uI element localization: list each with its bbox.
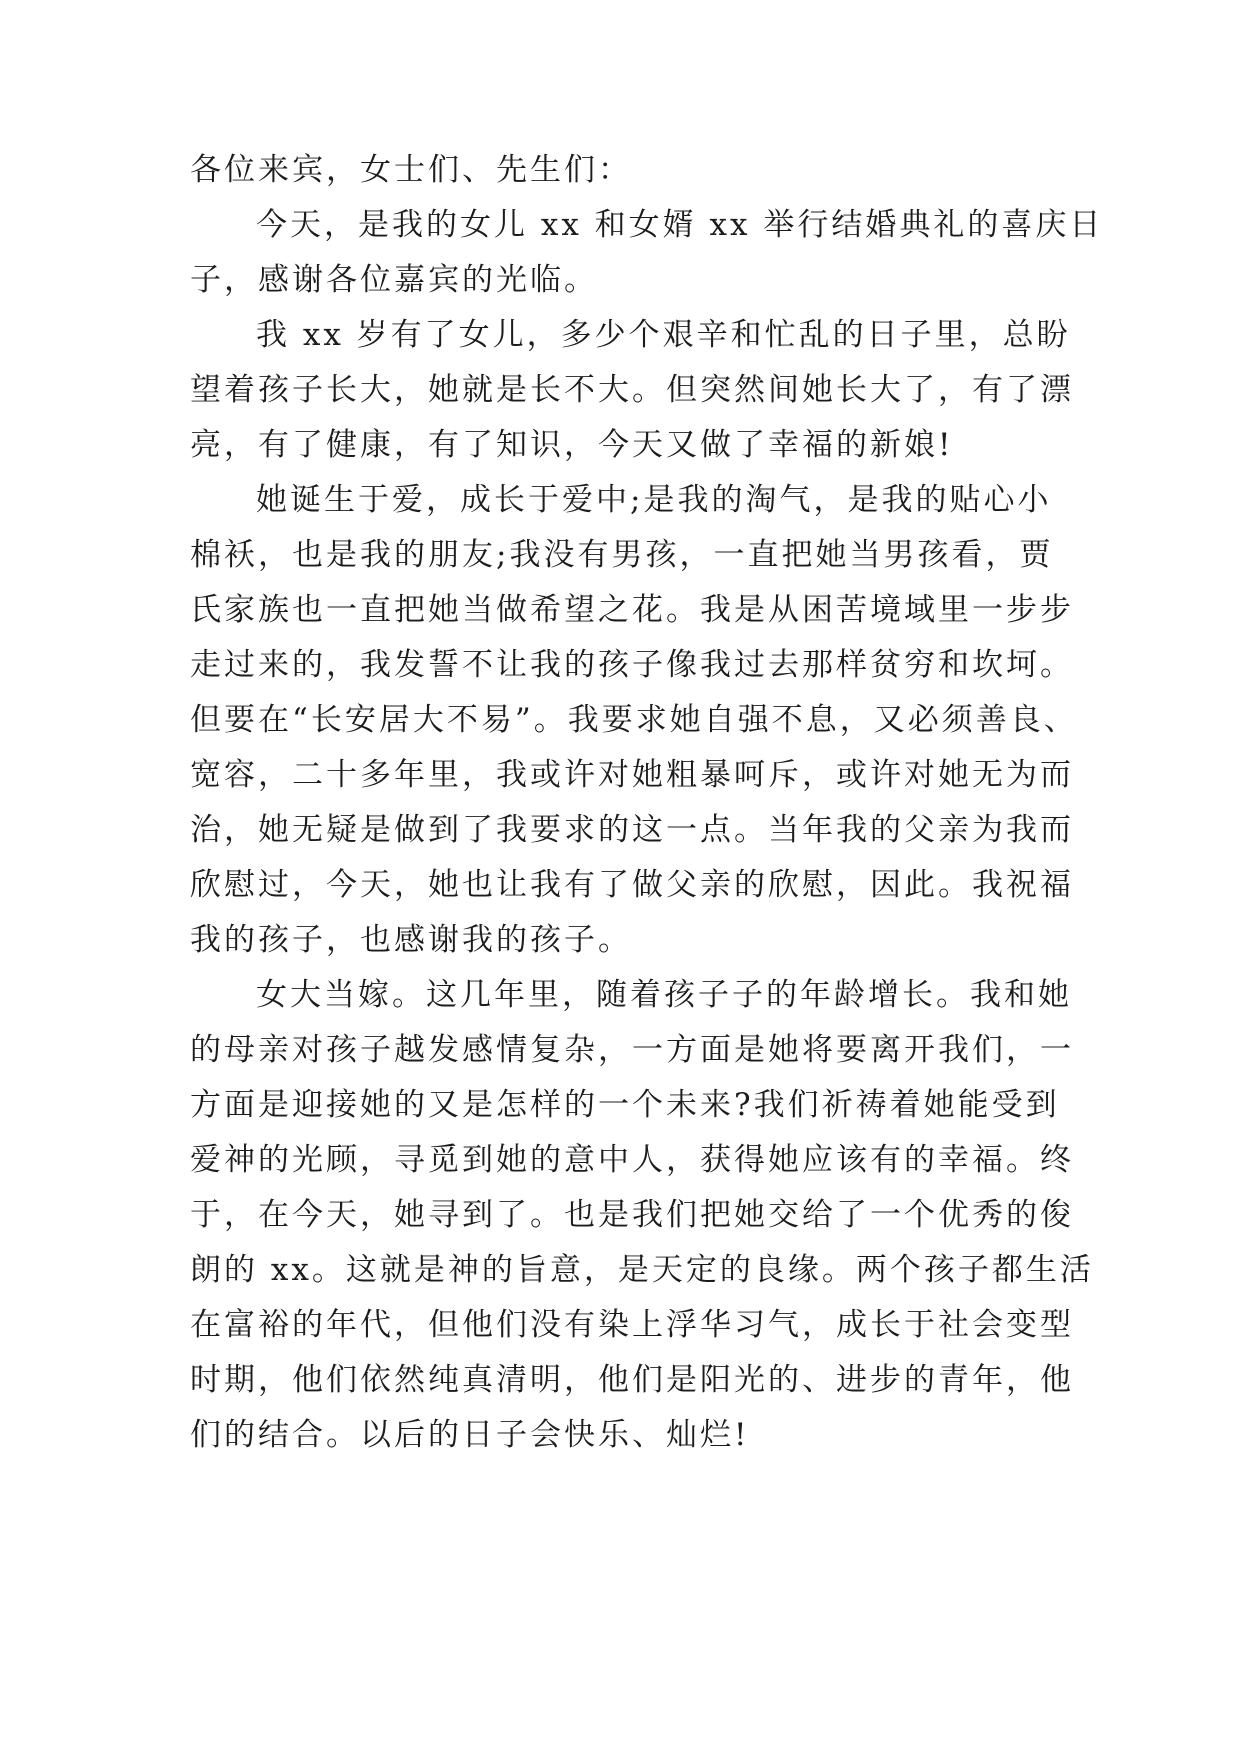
paragraph-3-line-8: 欣慰过，今天，她也让我有了做父亲的欣慰，因此。我祝福 <box>190 867 1074 903</box>
paragraph-2-line-1: 我 xx 岁有了女儿，多少个艰辛和忙乱的日子里，总盼 <box>256 317 1071 353</box>
paragraph-1-line-2: 子，感谢各位嘉宾的光临。 <box>190 262 598 298</box>
paragraph-3-line-3: 氏家族也一直把她当做希望之花。我是从困苦境域里一步步 <box>190 592 1074 628</box>
paragraph-3-line-9: 我的孩子，也感谢我的孩子。 <box>190 922 632 958</box>
paragraph-4-line-6: 朗的 xx。这就是神的旨意，是天定的良缘。两个孩子都生活 <box>190 1252 1094 1288</box>
paragraph-4-line-7: 在富裕的年代，但他们没有染上浮华习气，成长于社会变型 <box>190 1307 1074 1343</box>
paragraph-2-line-2: 望着孩子长大，她就是长不大。但突然间她长大了，有了漂 <box>190 372 1074 408</box>
paragraph-4-line-2: 的母亲对孩子越发感情复杂，一方面是她将要离开我们，一 <box>190 1032 1074 1068</box>
paragraph-3-line-2: 棉袄，也是我的朋友;我没有男孩，一直把她当男孩看，贾 <box>190 537 1054 573</box>
paragraph-3-line-5: 但要在“长安居大不易”。我要求她自强不息，又必须善良、 <box>190 702 1078 738</box>
paragraph-4-line-9: 们的结合。以后的日子会快乐、灿烂! <box>190 1417 750 1453</box>
paragraph-4-line-4: 爱神的光顾，寻觅到她的意中人，获得她应该有的幸福。终 <box>190 1142 1074 1178</box>
salutation-line: 各位来宾，女士们、先生们： <box>190 152 632 188</box>
paragraph-3-line-1: 她诞生于爱，成长于爱中;是我的淘气，是我的贴心小 <box>256 482 1052 518</box>
paragraph-4-line-1: 女大当嫁。这几年里，随着孩子子的年龄增长。我和她 <box>256 977 1072 1013</box>
paragraph-3-line-4: 走过来的，我发誓不让我的孩子像我过去那样贫穷和坎坷。 <box>190 647 1074 683</box>
paragraph-3-line-6: 宽容，二十多年里，我或许对她粗暴呵斥，或许对她无为而 <box>190 757 1074 793</box>
paragraph-3-line-7: 治，她无疑是做到了我要求的这一点。当年我的父亲为我而 <box>190 812 1074 848</box>
paragraph-4-line-8: 时期，他们依然纯真清明，他们是阳光的、进步的青年，他 <box>190 1362 1074 1398</box>
paragraph-1-line-1: 今天，是我的女儿 xx 和女婿 xx 举行结婚典礼的喜庆日 <box>256 207 1104 243</box>
paragraph-2-line-3: 亮，有了健康，有了知识，今天又做了幸福的新娘! <box>190 427 954 463</box>
paragraph-4-line-3: 方面是迎接她的又是怎样的一个未来?我们祈祷着她能受到 <box>190 1087 1060 1123</box>
paragraph-4-line-5: 于，在今天，她寻到了。也是我们把她交给了一个优秀的俊 <box>190 1197 1074 1233</box>
